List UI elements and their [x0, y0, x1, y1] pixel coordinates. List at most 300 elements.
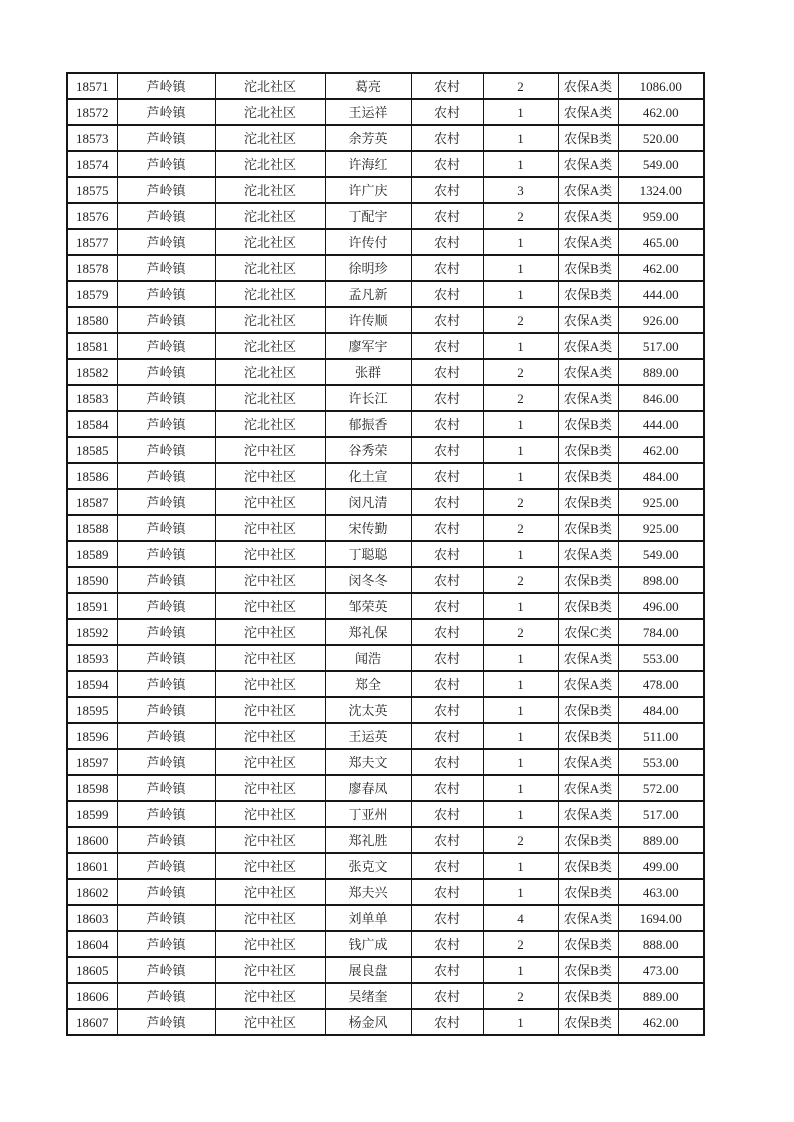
cell-insurance-class: 农保B类 [558, 879, 618, 905]
cell-name: 闵凡清 [325, 489, 411, 515]
cell-count: 2 [483, 931, 558, 957]
cell-count: 1 [483, 853, 558, 879]
cell-insurance-class: 农保B类 [558, 125, 618, 151]
cell-amount: 572.00 [618, 775, 704, 801]
cell-count: 1 [483, 411, 558, 437]
cell-name: 张群 [325, 359, 411, 385]
cell-category: 农村 [411, 697, 483, 723]
cell-name: 许广庆 [325, 177, 411, 203]
table-row [67, 73, 704, 99]
cell-id: 18586 [67, 463, 117, 489]
cell-amount: 925.00 [618, 515, 704, 541]
cell-category: 农村 [411, 645, 483, 671]
cell-count: 2 [483, 359, 558, 385]
cell-amount: 926.00 [618, 307, 704, 333]
cell-id: 18571 [67, 73, 117, 99]
cell-category: 农村 [411, 203, 483, 229]
cell-amount: 462.00 [618, 255, 704, 281]
cell-insurance-class: 农保B类 [558, 853, 618, 879]
table-row [67, 567, 704, 593]
cell-town: 芦岭镇 [117, 489, 215, 515]
table-row [67, 203, 704, 229]
cell-town: 芦岭镇 [117, 1009, 215, 1035]
cell-amount: 473.00 [618, 957, 704, 983]
table-row [67, 931, 704, 957]
cell-community: 沱中社区 [215, 515, 325, 541]
cell-amount: 462.00 [618, 1009, 704, 1035]
cell-name: 闻浩 [325, 645, 411, 671]
cell-count: 1 [483, 645, 558, 671]
cell-category: 农村 [411, 749, 483, 775]
cell-insurance-class: 农保A类 [558, 359, 618, 385]
cell-amount: 499.00 [618, 853, 704, 879]
table-row [67, 489, 704, 515]
cell-name: 郑全 [325, 671, 411, 697]
cell-town: 芦岭镇 [117, 931, 215, 957]
cell-name: 郑礼保 [325, 619, 411, 645]
cell-community: 沱北社区 [215, 281, 325, 307]
cell-town: 芦岭镇 [117, 177, 215, 203]
cell-count: 1 [483, 281, 558, 307]
cell-id: 18581 [67, 333, 117, 359]
cell-community: 沱中社区 [215, 593, 325, 619]
cell-name: 郁振香 [325, 411, 411, 437]
cell-count: 1 [483, 151, 558, 177]
cell-town: 芦岭镇 [117, 125, 215, 151]
cell-name: 谷秀荣 [325, 437, 411, 463]
cell-community: 沱中社区 [215, 775, 325, 801]
cell-insurance-class: 农保B类 [558, 489, 618, 515]
table-row [67, 671, 704, 697]
cell-name: 王运英 [325, 723, 411, 749]
table-row [67, 827, 704, 853]
cell-id: 18574 [67, 151, 117, 177]
cell-id: 18590 [67, 567, 117, 593]
cell-category: 农村 [411, 177, 483, 203]
cell-category: 农村 [411, 359, 483, 385]
cell-insurance-class: 农保B类 [558, 983, 618, 1009]
cell-count: 1 [483, 697, 558, 723]
cell-id: 18603 [67, 905, 117, 931]
cell-town: 芦岭镇 [117, 749, 215, 775]
cell-insurance-class: 农保A类 [558, 905, 618, 931]
cell-name: 杨金风 [325, 1009, 411, 1035]
cell-count: 1 [483, 255, 558, 281]
cell-count: 2 [483, 619, 558, 645]
cell-id: 18578 [67, 255, 117, 281]
cell-id: 18599 [67, 801, 117, 827]
cell-town: 芦岭镇 [117, 775, 215, 801]
cell-insurance-class: 农保B类 [558, 515, 618, 541]
cell-id: 18592 [67, 619, 117, 645]
table-row [67, 359, 704, 385]
cell-id: 18587 [67, 489, 117, 515]
cell-category: 农村 [411, 1009, 483, 1035]
cell-name: 郑夫兴 [325, 879, 411, 905]
cell-count: 4 [483, 905, 558, 931]
cell-category: 农村 [411, 541, 483, 567]
cell-amount: 784.00 [618, 619, 704, 645]
table-row [67, 333, 704, 359]
cell-insurance-class: 农保B类 [558, 723, 618, 749]
table-row [67, 255, 704, 281]
cell-amount: 553.00 [618, 645, 704, 671]
table-row [67, 99, 704, 125]
cell-name: 王运祥 [325, 99, 411, 125]
cell-name: 葛亮 [325, 73, 411, 99]
cell-category: 农村 [411, 723, 483, 749]
cell-category: 农村 [411, 957, 483, 983]
cell-amount: 1086.00 [618, 73, 704, 99]
cell-amount: 496.00 [618, 593, 704, 619]
cell-amount: 898.00 [618, 567, 704, 593]
cell-category: 农村 [411, 125, 483, 151]
table-row [67, 983, 704, 1009]
table-row [67, 619, 704, 645]
cell-category: 农村 [411, 567, 483, 593]
cell-id: 18591 [67, 593, 117, 619]
cell-insurance-class: 农保B类 [558, 931, 618, 957]
cell-category: 农村 [411, 827, 483, 853]
cell-amount: 846.00 [618, 385, 704, 411]
cell-amount: 517.00 [618, 801, 704, 827]
cell-id: 18584 [67, 411, 117, 437]
cell-category: 农村 [411, 801, 483, 827]
cell-insurance-class: 农保A类 [558, 749, 618, 775]
cell-name: 徐明珍 [325, 255, 411, 281]
cell-count: 2 [483, 827, 558, 853]
cell-name: 钱广成 [325, 931, 411, 957]
cell-count: 2 [483, 567, 558, 593]
cell-community: 沱中社区 [215, 853, 325, 879]
cell-name: 许长江 [325, 385, 411, 411]
cell-community: 沱中社区 [215, 697, 325, 723]
cell-count: 1 [483, 333, 558, 359]
cell-community: 沱中社区 [215, 645, 325, 671]
cell-insurance-class: 农保A类 [558, 307, 618, 333]
cell-category: 农村 [411, 229, 483, 255]
cell-town: 芦岭镇 [117, 411, 215, 437]
table-row [67, 229, 704, 255]
cell-count: 2 [483, 515, 558, 541]
cell-insurance-class: 农保B类 [558, 437, 618, 463]
cell-name: 许传付 [325, 229, 411, 255]
cell-insurance-class: 农保A类 [558, 541, 618, 567]
cell-insurance-class: 农保B类 [558, 463, 618, 489]
cell-name: 孟凡新 [325, 281, 411, 307]
table-row [67, 593, 704, 619]
table-row [67, 853, 704, 879]
cell-amount: 553.00 [618, 749, 704, 775]
cell-amount: 462.00 [618, 437, 704, 463]
cell-amount: 1694.00 [618, 905, 704, 931]
cell-id: 18604 [67, 931, 117, 957]
cell-community: 沱中社区 [215, 827, 325, 853]
cell-id: 18577 [67, 229, 117, 255]
cell-community: 沱中社区 [215, 801, 325, 827]
cell-count: 1 [483, 801, 558, 827]
cell-town: 芦岭镇 [117, 515, 215, 541]
cell-amount: 478.00 [618, 671, 704, 697]
table-row [67, 749, 704, 775]
cell-name: 丁聪聪 [325, 541, 411, 567]
cell-community: 沱北社区 [215, 177, 325, 203]
cell-category: 农村 [411, 281, 483, 307]
cell-id: 18575 [67, 177, 117, 203]
cell-amount: 511.00 [618, 723, 704, 749]
cell-count: 1 [483, 437, 558, 463]
cell-count: 3 [483, 177, 558, 203]
cell-count: 1 [483, 463, 558, 489]
cell-id: 18588 [67, 515, 117, 541]
cell-town: 芦岭镇 [117, 203, 215, 229]
cell-community: 沱中社区 [215, 983, 325, 1009]
cell-amount: 889.00 [618, 827, 704, 853]
table-row [67, 957, 704, 983]
cell-town: 芦岭镇 [117, 73, 215, 99]
cell-id: 18598 [67, 775, 117, 801]
cell-community: 沱北社区 [215, 359, 325, 385]
cell-community: 沱北社区 [215, 411, 325, 437]
cell-count: 1 [483, 1009, 558, 1035]
cell-count: 1 [483, 671, 558, 697]
cell-name: 刘单单 [325, 905, 411, 931]
cell-insurance-class: 农保A类 [558, 151, 618, 177]
cell-name: 许传顺 [325, 307, 411, 333]
cell-town: 芦岭镇 [117, 645, 215, 671]
cell-amount: 549.00 [618, 151, 704, 177]
cell-id: 18602 [67, 879, 117, 905]
cell-id: 18585 [67, 437, 117, 463]
cell-category: 农村 [411, 385, 483, 411]
cell-community: 沱北社区 [215, 307, 325, 333]
cell-town: 芦岭镇 [117, 229, 215, 255]
cell-town: 芦岭镇 [117, 385, 215, 411]
cell-category: 农村 [411, 905, 483, 931]
cell-insurance-class: 农保A类 [558, 645, 618, 671]
cell-community: 沱北社区 [215, 255, 325, 281]
cell-id: 18589 [67, 541, 117, 567]
cell-name: 化土宣 [325, 463, 411, 489]
cell-town: 芦岭镇 [117, 853, 215, 879]
cell-amount: 517.00 [618, 333, 704, 359]
cell-amount: 484.00 [618, 697, 704, 723]
cell-insurance-class: 农保B类 [558, 1009, 618, 1035]
cell-name: 张克文 [325, 853, 411, 879]
table-row [67, 1009, 704, 1035]
table-row [67, 151, 704, 177]
cell-town: 芦岭镇 [117, 905, 215, 931]
table-row [67, 515, 704, 541]
cell-category: 农村 [411, 879, 483, 905]
cell-category: 农村 [411, 619, 483, 645]
cell-community: 沱中社区 [215, 931, 325, 957]
table-row [67, 125, 704, 151]
cell-community: 沱北社区 [215, 151, 325, 177]
cell-category: 农村 [411, 853, 483, 879]
cell-id: 18583 [67, 385, 117, 411]
cell-category: 农村 [411, 515, 483, 541]
cell-id: 18580 [67, 307, 117, 333]
cell-amount: 444.00 [618, 281, 704, 307]
cell-community: 沱中社区 [215, 957, 325, 983]
cell-community: 沱北社区 [215, 203, 325, 229]
cell-insurance-class: 农保A类 [558, 775, 618, 801]
cell-id: 18582 [67, 359, 117, 385]
cell-name: 郑夫文 [325, 749, 411, 775]
cell-amount: 484.00 [618, 463, 704, 489]
cell-category: 农村 [411, 775, 483, 801]
cell-town: 芦岭镇 [117, 957, 215, 983]
cell-category: 农村 [411, 255, 483, 281]
cell-community: 沱中社区 [215, 541, 325, 567]
cell-count: 1 [483, 229, 558, 255]
cell-town: 芦岭镇 [117, 827, 215, 853]
cell-insurance-class: 农保B类 [558, 593, 618, 619]
cell-insurance-class: 农保A类 [558, 671, 618, 697]
cell-community: 沱北社区 [215, 229, 325, 255]
cell-town: 芦岭镇 [117, 333, 215, 359]
cell-insurance-class: 农保B类 [558, 957, 618, 983]
cell-town: 芦岭镇 [117, 255, 215, 281]
cell-community: 沱北社区 [215, 73, 325, 99]
cell-insurance-class: 农保C类 [558, 619, 618, 645]
table-body [67, 73, 704, 1035]
cell-category: 农村 [411, 671, 483, 697]
cell-community: 沱北社区 [215, 99, 325, 125]
cell-community: 沱中社区 [215, 463, 325, 489]
cell-id: 18597 [67, 749, 117, 775]
table-row [67, 645, 704, 671]
cell-category: 农村 [411, 333, 483, 359]
cell-insurance-class: 农保A类 [558, 801, 618, 827]
cell-community: 沱北社区 [215, 125, 325, 151]
cell-count: 2 [483, 385, 558, 411]
table-row [67, 307, 704, 333]
cell-amount: 888.00 [618, 931, 704, 957]
table-row [67, 463, 704, 489]
table-row [67, 437, 704, 463]
cell-amount: 889.00 [618, 359, 704, 385]
cell-id: 18606 [67, 983, 117, 1009]
cell-insurance-class: 农保B类 [558, 411, 618, 437]
cell-id: 18595 [67, 697, 117, 723]
cell-community: 沱中社区 [215, 671, 325, 697]
cell-community: 沱中社区 [215, 489, 325, 515]
cell-amount: 549.00 [618, 541, 704, 567]
cell-id: 18600 [67, 827, 117, 853]
cell-id: 18593 [67, 645, 117, 671]
table-row [67, 281, 704, 307]
cell-count: 2 [483, 489, 558, 515]
cell-insurance-class: 农保A类 [558, 229, 618, 255]
table-row [67, 541, 704, 567]
cell-name: 余芳英 [325, 125, 411, 151]
cell-count: 1 [483, 749, 558, 775]
cell-community: 沱中社区 [215, 749, 325, 775]
cell-category: 农村 [411, 151, 483, 177]
cell-category: 农村 [411, 411, 483, 437]
cell-amount: 520.00 [618, 125, 704, 151]
cell-name: 郑礼胜 [325, 827, 411, 853]
cell-insurance-class: 农保B类 [558, 827, 618, 853]
cell-insurance-class: 农保A类 [558, 385, 618, 411]
cell-count: 1 [483, 957, 558, 983]
cell-community: 沱中社区 [215, 1009, 325, 1035]
cell-insurance-class: 农保B类 [558, 567, 618, 593]
cell-community: 沱中社区 [215, 723, 325, 749]
cell-name: 宋传勤 [325, 515, 411, 541]
cell-town: 芦岭镇 [117, 99, 215, 125]
cell-town: 芦岭镇 [117, 281, 215, 307]
cell-category: 农村 [411, 463, 483, 489]
cell-id: 18607 [67, 1009, 117, 1035]
cell-name: 许海红 [325, 151, 411, 177]
cell-community: 沱中社区 [215, 879, 325, 905]
cell-insurance-class: 农保B类 [558, 697, 618, 723]
cell-id: 18596 [67, 723, 117, 749]
cell-community: 沱中社区 [215, 905, 325, 931]
cell-name: 吴绪奎 [325, 983, 411, 1009]
table-row [67, 801, 704, 827]
cell-community: 沱中社区 [215, 437, 325, 463]
cell-insurance-class: 农保A类 [558, 333, 618, 359]
cell-town: 芦岭镇 [117, 541, 215, 567]
cell-count: 2 [483, 203, 558, 229]
cell-id: 18572 [67, 99, 117, 125]
table-row [67, 723, 704, 749]
cell-id: 18601 [67, 853, 117, 879]
cell-id: 18594 [67, 671, 117, 697]
cell-count: 2 [483, 983, 558, 1009]
cell-count: 1 [483, 775, 558, 801]
table-row [67, 905, 704, 931]
cell-name: 廖春凤 [325, 775, 411, 801]
cell-town: 芦岭镇 [117, 801, 215, 827]
cell-town: 芦岭镇 [117, 437, 215, 463]
cell-id: 18579 [67, 281, 117, 307]
table-row [67, 879, 704, 905]
insurance-records-table [66, 72, 705, 1036]
cell-amount: 889.00 [618, 983, 704, 1009]
cell-count: 2 [483, 73, 558, 99]
cell-category: 农村 [411, 307, 483, 333]
table-row [67, 775, 704, 801]
cell-count: 1 [483, 125, 558, 151]
cell-name: 廖军宇 [325, 333, 411, 359]
cell-insurance-class: 农保A类 [558, 99, 618, 125]
cell-id: 18573 [67, 125, 117, 151]
cell-town: 芦岭镇 [117, 723, 215, 749]
cell-id: 18605 [67, 957, 117, 983]
cell-category: 农村 [411, 983, 483, 1009]
cell-amount: 1324.00 [618, 177, 704, 203]
cell-name: 展良盘 [325, 957, 411, 983]
cell-name: 丁配宇 [325, 203, 411, 229]
cell-category: 农村 [411, 99, 483, 125]
cell-town: 芦岭镇 [117, 307, 215, 333]
cell-name: 丁亚州 [325, 801, 411, 827]
cell-category: 农村 [411, 437, 483, 463]
table-row [67, 697, 704, 723]
cell-amount: 925.00 [618, 489, 704, 515]
cell-town: 芦岭镇 [117, 983, 215, 1009]
table-row [67, 177, 704, 203]
cell-category: 农村 [411, 593, 483, 619]
cell-town: 芦岭镇 [117, 619, 215, 645]
table-row [67, 385, 704, 411]
cell-amount: 462.00 [618, 99, 704, 125]
